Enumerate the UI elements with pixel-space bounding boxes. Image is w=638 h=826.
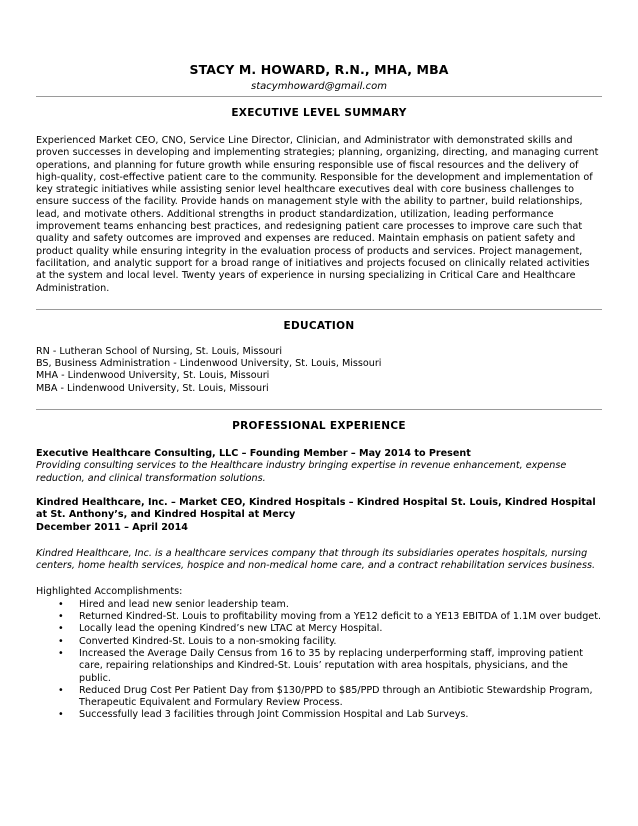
bullet-icon: • [58,647,64,659]
highlights-list [36,599,602,722]
candidate-name: STACY M. HOWARD, R.N., MHA, MBA [189,62,449,77]
list-item [58,709,602,721]
section-divider [36,96,602,97]
list-item-text: Locally lead the opening Kindred’s new LTAC at Mercy Hospital. [79,623,383,635]
experience-title: PROFESSIONAL EXPERIENCE [232,420,406,433]
list-item [58,648,602,685]
job2-heading: Kindred Healthcare, Inc. – Market CEO, Kindred Hospitals – Kindred Hospital St. Louis, Kindred Hospital at St. Anthony’s, and Kindred Hospital at Mercy [36,496,596,521]
section-divider [36,409,602,410]
job2-description: Kindred Healthcare, Inc. is a healthcare services company that through its subsidiaries operates hospitals, nursing centers, home health services, hospice and non-medical home care, and a contract rehabilitation services business. [36,547,595,572]
candidate-email: stacymhoward@gmail.com [251,81,387,92]
list-item [58,611,602,623]
education-item: MBA - Lindenwood University, St. Louis, Missouri [36,382,269,394]
list-item [58,599,602,611]
list-item-text: Increased the Average Daily Census from 16 to 35 by replacing underperforming staff, improving patient care, repairing relationships and Kindred-St. Louis’ reputation with area hospitals, physicians, and the public. [79,647,583,684]
bullet-icon: • [58,598,64,610]
bullet-icon: • [58,623,64,635]
education-item: BS, Business Administration - Lindenwood University, St. Louis, Missouri [36,358,382,370]
bullet-icon: • [58,709,64,721]
education-item: MHA - Lindenwood University, St. Louis, Missouri [36,370,270,382]
list-item [58,636,602,648]
job1-description: Providing consulting services to the Healthcare industry bringing expertise in revenue enhancement, expense reduction, and clinical transformation solutions. [36,460,567,484]
job2-dates: December 2011 – April 2014 [36,521,188,533]
list-item-text: Converted Kindred-St. Louis to a non-smoking facility. [79,635,337,647]
job1-heading: Executive Healthcare Consulting, LLC – Founding Member – May 2014 to Present [36,448,471,460]
list-item [58,685,602,710]
list-item-text: Hired and lead new senior leadership team. [79,598,289,610]
bullet-icon: • [58,684,64,696]
summary-title: EXECUTIVE LEVEL SUMMARY [231,107,407,119]
bullet-icon: • [58,611,64,623]
list-item [58,623,602,635]
highlights-label: Highlighted Accomplishments: [36,586,183,598]
education-item: RN - Lutheran School of Nursing, St. Louis, Missouri [36,345,283,357]
section-divider [36,309,602,310]
list-item-text: Successfully lead 3 facilities through Joint Commission Hospital and Lab Surveys. [79,709,469,721]
list-item-text: Reduced Drug Cost Per Patient Day from $130/PPD to $85/PPD through an Antibiotic Stewardship Program, Therapeutic Equivalent and Formulary Review Process. [79,684,593,709]
list-item-text: Returned Kindred-St. Louis to profitability moving from a YE12 deficit to a YE13 EBITDA of 1.1M over budget. [79,611,602,623]
summary-text: Experienced Market CEO, CNO, Service Line Director, Clinician, and Administrator with demonstrated skills and proven successes in developing and implementing strategies; planning, organizing, directing, and managing current operations, and planning for future growth while ensuring responsible use of fiscal resources and the delivery of high-quality, cost-effective patient care to the community. Responsible for the development and implementation of key strategic initiatives while assisting senior level healthcare executives deal with core business challenges to ensure success of the facility. Provide hands on management style with the ability to partner, build relationships, lead, and motivate others. Additional strengths in product standardization, utilization, leading performance improvement teams enhancing best practices, and redesigning patient care processes to improve care such that quality and safety outcomes are improved and expenses are reduced. Maintain emphasis on patient safety and product quality while ensuring integrity in the evaluation process of products and services. Project management, facilitation, and analytic support for a broad range of initiatives and projects focused on clinically related activities at the system and local level. Twenty years of experience in nursing specializing in Critical Care and Healthcare Administration. [36,135,599,294]
education-list [36,346,602,395]
education-title: EDUCATION [283,319,355,332]
bullet-icon: • [58,635,64,647]
